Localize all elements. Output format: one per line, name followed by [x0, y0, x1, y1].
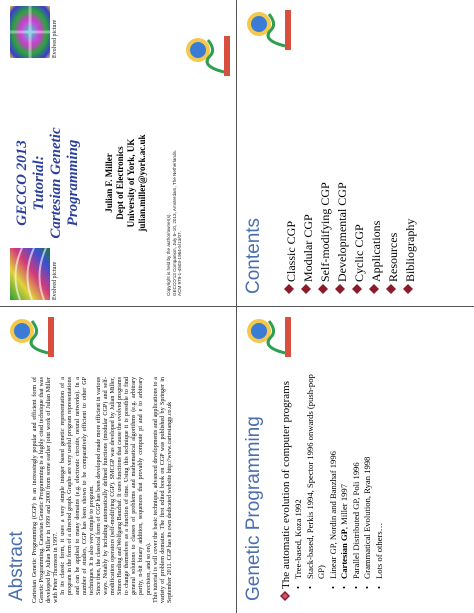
- diamond-bullet-icon: [280, 591, 290, 601]
- tutorial-title: [14, 118, 82, 248]
- diamond-bullet-icon: [318, 284, 328, 294]
- genetic-programming-title: Genetic Programming: [243, 416, 264, 601]
- abstract-paragraph: This tutorial is will cover the basic technique, advanced developments and applications to a variety of problem domains. The first edited book on CGP was published by Springer in September 2011. CGP has its own dedicated website http://www.cartesiangp.co.uk: [152, 377, 173, 603]
- title-line: GECCO 2013 Tutorial:: [14, 140, 47, 226]
- author-university: University of York, UK: [126, 138, 136, 228]
- genetic-programming-slide: [237, 307, 474, 613]
- contents-slide: [237, 0, 474, 306]
- gecco-logo-icon: [241, 313, 293, 361]
- genetic-programming-list: [279, 371, 385, 601]
- list-item: • Lots of others…: [374, 371, 386, 601]
- title-line: Programming: [65, 139, 81, 227]
- evolved-picture-left: [10, 248, 50, 300]
- abstract-title: Abstract: [6, 531, 27, 601]
- title-slide: [0, 0, 237, 306]
- evolved-picture-caption: Evolved picture: [52, 261, 58, 300]
- list-item: [334, 64, 351, 294]
- abstract-body: [32, 377, 174, 603]
- diamond-bullet-icon: [352, 284, 362, 294]
- title-line: Cartesian Genetic: [48, 127, 64, 239]
- author-block: [104, 118, 148, 248]
- diamond-bullet-icon: [386, 284, 396, 294]
- list-item: • Stack-based, Perkis 1994, Spector 1996 onwards (push-pop GP): [305, 371, 328, 601]
- gecco-logo-icon: [180, 32, 232, 80]
- intro-text: The automatic evolution of computer programs: [280, 380, 292, 589]
- contents-list: [283, 64, 419, 294]
- list-item: • Grammatical Evolution, Ryan 1998: [362, 371, 374, 601]
- list-item: [368, 64, 385, 294]
- abstract-paragraph: Cartesian Genetic Programming (CGP) is an increasingly popular and efficient form of Genetic Programming. Cartesian Genetic Programming is a highly cited technique that was developed by Julian Miller in 1999 and 2000 from some earlier joint work of Julian Miller with Peter Thomson in 1997.: [32, 377, 60, 603]
- gecco-logo-icon: [4, 313, 56, 361]
- list-item: [317, 64, 334, 294]
- contents-title: Contents: [243, 217, 264, 294]
- bold-prefix: Cartesian GP: [339, 529, 349, 579]
- diamond-bullet-icon: [403, 284, 413, 294]
- diamond-bullet-icon: [284, 284, 294, 294]
- copyright-line: Copyright is held by the author/owner(s).: [166, 213, 171, 296]
- list-item: [300, 64, 317, 294]
- abstract-paragraph: Since then, the classical form of CGP has been developed made more efficient in various ways. Notably by including automatically defined functions (modular CGP) and self-modification operators (self-modifying CGP). SMCGP was developed by Julian Miller, Simon Harding and Wolfgang Banzhaf. It uses functions that cause the evolved programs to change themselves as a function of time. Using this technique it is possible to find general solutions to classes of problems and mathematical algorithms (e.g. arbitrary parity, n-bit binary addition, sequences that provably compute pi and e to arbitrary precision, and so on).: [95, 377, 152, 595]
- list-item: • Parallel Distributed GP, Poli 1996: [351, 371, 363, 601]
- contents-item-label: Cyclic CGP: [352, 224, 366, 282]
- abstract-paragraph: In its classic form, it uses a very simple integer based genetic representation of a program in the form of a directed graph. Graphs are very useful program representations and can be applied to many domains (e.g. electronic circuits, neural networks). In a number of studies, CGP has been shown to be comparatively efficient to other GP techniques. It is also very simple to program.: [60, 377, 95, 595]
- list-item: [351, 64, 368, 294]
- list-item: [339, 371, 351, 601]
- list-item: [402, 64, 419, 294]
- diamond-bullet-icon: [369, 284, 379, 294]
- list-item: [283, 64, 300, 294]
- contents-item-label: Resources: [386, 232, 400, 282]
- contents-item-label: Modular CGP: [301, 214, 315, 282]
- list-item: • Linear GP, Nordin and Banzhaf 1996: [328, 371, 340, 601]
- contents-item-label: Bibliography: [403, 218, 417, 282]
- item-rest: , Miller 1997: [339, 483, 349, 530]
- author-name: Julian F. Miller: [104, 153, 114, 213]
- evolved-picture-right: [10, 6, 50, 58]
- gecco-logo-icon: [241, 6, 293, 54]
- contents-item-label: Classic CGP: [284, 220, 298, 282]
- abstract-slide: [0, 307, 237, 613]
- slide-divider-vertical: [0, 306, 474, 307]
- diamond-bullet-icon: [335, 284, 345, 294]
- copyright-line: ACM 978-1-4503-1964-5/13/07.: [177, 231, 183, 296]
- author-email: julian.miller@york.ac.uk: [137, 134, 147, 232]
- contents-item-label: Developmental CGP: [335, 182, 349, 282]
- list-item: [385, 64, 402, 294]
- contents-item-label: Applications: [369, 220, 383, 282]
- slide-divider-horizontal: [236, 0, 237, 613]
- copyright-notice: [166, 86, 183, 296]
- diamond-bullet-icon: [301, 284, 311, 294]
- contents-item-label: Self-modifying CGP: [318, 182, 332, 282]
- evolved-picture-caption: Evolved picture: [52, 19, 58, 58]
- list-item: • Tree-based, Koza 1992: [293, 371, 305, 601]
- author-department: Dept of Electronics: [115, 146, 125, 220]
- list-item: [279, 371, 293, 601]
- copyright-line: GECCO'13 Companion, July 6–10, 2013, Amsterdam, The Netherlands.: [171, 149, 177, 296]
